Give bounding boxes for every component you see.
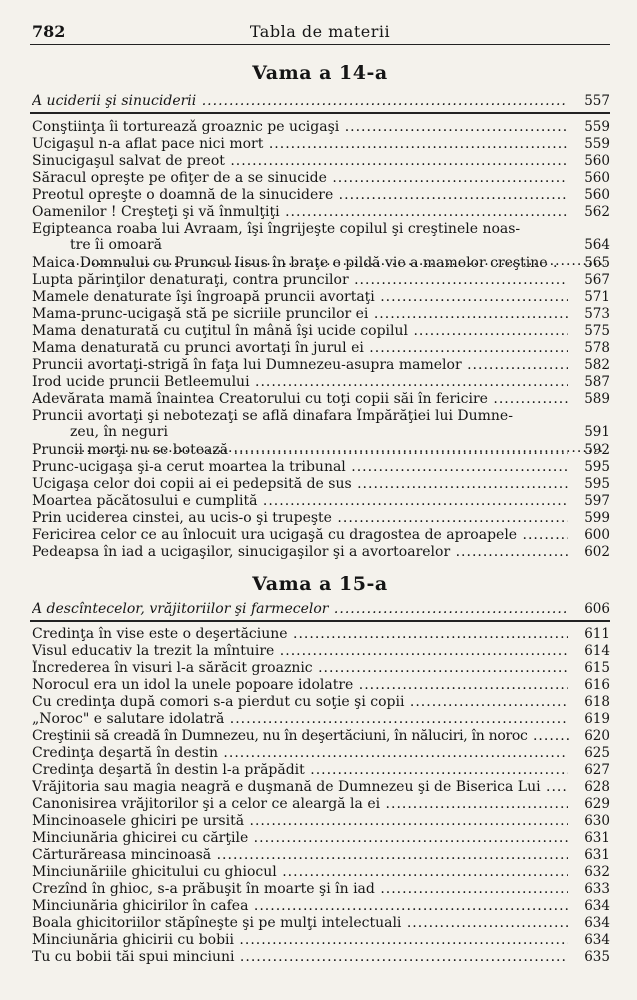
page-ref: 565 [584, 255, 610, 271]
entry-title: Visul educativ la trezit la mîntuire ..... [32, 643, 568, 659]
page-ref: 562 [584, 204, 610, 220]
entry-title: Fericirea celor ce au înlocuit ura ucigaşă cu dragostea de aproapele ..... [32, 527, 568, 543]
page-ref: 600 [584, 527, 610, 543]
entry-title: Mama denaturată cu cuţitul în mână îşi ucide copilul ..... [32, 323, 568, 339]
entry-title: Minciunăriile ghicitului cu ghiocul ..... [32, 864, 568, 880]
entry-title: Minciunăria ghicirei cu cărţile ..... [32, 830, 568, 846]
page-ref: 627 [584, 762, 610, 778]
page-ref: 633 [584, 881, 610, 897]
page-ref: 587 [584, 374, 610, 390]
entry-title: Moartea păcătosului e cumplită ..... [32, 493, 568, 509]
category-label: A uciderii şi sinuciderii ..... [32, 93, 568, 109]
page-ref: 575 [584, 323, 610, 339]
entry-title: Ucigaşul n-a aflat pace nici mort ..... [32, 136, 568, 152]
toc-entry [32, 694, 610, 710]
entry-title: Tu cu bobii tăi spui minciuni ..... [32, 949, 568, 965]
toc-entry [32, 813, 610, 829]
toc-entry [32, 864, 610, 880]
toc-entry [32, 660, 610, 676]
category-label: A descîntecelor, vrăjitoriilor şi farmecelor ..... [32, 601, 568, 617]
toc-entry [32, 898, 610, 914]
entry-title: Mincinoasele ghiciri pe ursită ..... [32, 813, 568, 829]
toc-entry [32, 204, 610, 220]
toc-entry [32, 626, 610, 642]
divider [30, 620, 610, 622]
entry-title: Preotul opreşte o doamnă de la sinucidere ..... [32, 187, 568, 203]
section-title: Vama a 15-a [252, 573, 388, 595]
toc-entry [32, 442, 610, 458]
toc-entry [32, 374, 610, 390]
page-ref: 559 [584, 119, 610, 135]
entry-title: Crezînd în ghioc, s-a prăbuşit în moarte şi în iad ..... [32, 881, 568, 897]
page-ref: 634 [584, 898, 610, 914]
page-ref: 620 [584, 728, 610, 744]
page-ref: 573 [584, 306, 610, 322]
page-ref: 560 [584, 170, 610, 186]
toc-entry [32, 745, 610, 761]
toc-entry [32, 221, 610, 253]
toc-entry [32, 932, 610, 948]
page-ref: 595 [584, 459, 610, 475]
entry-title: Creştinii să creadă în Dumnezeu, nu în deşertăciuni, în năluciri, în noroc ..... [32, 728, 572, 744]
page-ref: 606 [584, 601, 610, 617]
toc-entry [32, 544, 610, 560]
page-header [30, 22, 610, 45]
toc-entry [32, 119, 610, 135]
page-ref: 560 [584, 153, 610, 169]
entry-title: Pruncii morţi nu se botează ..... [32, 442, 568, 458]
entry-title: Săracul opreşte pe ofiţer de a se sinucide ..... [32, 170, 568, 186]
toc-entry [32, 949, 610, 965]
entry-title-continued: zeu, în neguri ..... [32, 424, 606, 456]
entry-title: Încrederea în visuri l-a sărăcit groaznic ..... [32, 660, 568, 676]
page-ref: 614 [584, 643, 610, 659]
divider [30, 112, 610, 114]
entry-title: „Noroc" e salutare idolatră ..... [32, 711, 568, 727]
toc-entry [32, 643, 610, 659]
toc-entry [32, 289, 610, 305]
page-ref: 628 [584, 779, 610, 795]
page-ref: 602 [584, 544, 610, 560]
category-entry [32, 601, 610, 617]
entry-title: Mamele denaturate îşi îngroapă pruncii avortaţi ..... [32, 289, 568, 305]
toc-entry [32, 779, 610, 795]
entry-title: Norocul era un idol la unele popoare idolatre ..... [32, 677, 568, 693]
entry-title: Egipteanca roaba lui Avraam, îşi îngrijeşte copilul şi creştinele noas- [32, 221, 521, 237]
toc-entry [32, 187, 610, 203]
toc-entry [32, 762, 610, 778]
toc-entry [32, 881, 610, 897]
entry-title: Vrăjitoria sau magia neagră e duşmană de Dumnezeu şi de Biserica Lui ..... [32, 779, 568, 795]
section-title: Vama a 14-a [252, 62, 388, 84]
page-ref: 619 [584, 711, 610, 727]
entry-title: Credinţa deşartă în destin ..... [32, 745, 568, 761]
entry-title: Credinţa în vise este o deşertăciune ..... [32, 626, 568, 642]
page-ref: 560 [584, 187, 610, 203]
entry-title: Boala ghicitoriilor stăpîneşte şi pe mulţi intelectuali ..... [32, 915, 568, 931]
toc-entry [32, 796, 610, 812]
page-ref: 595 [584, 476, 610, 492]
entry-title: Irod ucide pruncii Betleemului ..... [32, 374, 568, 390]
entry-title: Mama-prunc-ucigaşă stă pe sicriile pruncilor ei ..... [32, 306, 568, 322]
page-ref: 597 [584, 493, 610, 509]
toc-entry [32, 677, 610, 693]
entry-title: Credinţa deşartă în destin l-a prăpădit ..... [32, 762, 568, 778]
entry-title: Cărturăreasa mincinoasă ..... [32, 847, 568, 863]
toc-entry [32, 476, 610, 492]
entry-title: Minciunăria ghicirilor în cafea ..... [32, 898, 568, 914]
page-ref: 629 [584, 796, 610, 812]
entry-title: Prin uciderea cinstei, au ucis-o şi trupeşte ..... [32, 510, 568, 526]
page-ref: 578 [584, 340, 610, 356]
page-ref: 618 [584, 694, 610, 710]
entry-title: Oamenilor ! Creşteţi şi vă înmulţiţi ..... [32, 204, 568, 220]
toc-entry [32, 459, 610, 475]
page-ref: 592 [584, 442, 610, 458]
entry-title: Minciunăria ghicirii cu bobii ..... [32, 932, 568, 948]
toc-entry [32, 915, 610, 931]
entry-title: Lupta părinţilor denaturaţi, contra pruncilor ..... [32, 272, 568, 288]
entry-title: Prunc-ucigaşa şi-a cerut moartea la tribunal ..... [32, 459, 568, 475]
toc-entry [32, 272, 610, 288]
page-ref: 635 [584, 949, 610, 965]
entry-title: Pruncii avortaţi-strigă în faţa lui Dumnezeu-asupra mamelor ..... [32, 357, 568, 373]
toc-entry [32, 711, 610, 727]
entry-title: Ucigaşa celor doi copii ai ei pedepsită de sus ..... [32, 476, 568, 492]
entry-title: Sinucigaşul salvat de preot ..... [32, 153, 568, 169]
entry-title: Pruncii avortaţi şi nebotezaţi se află dinafara Împărăţiei lui Dumne- [32, 408, 513, 424]
page-ref: 625 [584, 745, 610, 761]
category-entry [32, 93, 610, 109]
entry-title: Maica Domnului cu Pruncul Iisus în braţe e pildă vie a mamelor creştine ..... [32, 255, 557, 271]
toc-entry [32, 830, 610, 846]
toc-entry [32, 391, 610, 407]
page-ref: 615 [584, 660, 610, 676]
page-ref: 611 [584, 626, 610, 642]
entry-title-continued: tre îi omoară ..... [32, 237, 606, 269]
toc-entry [32, 357, 610, 373]
toc-entry [32, 510, 610, 526]
toc-entry [32, 255, 610, 271]
page-ref: 582 [584, 357, 610, 373]
entry-title: Adevărata mamă înaintea Creatorului cu toţi copii săi în fericire ..... [32, 391, 568, 407]
entry-title: Conştiinţa îi tortureazǎ groaznic pe ucigaşi ..... [32, 119, 568, 135]
page-ref: 631 [584, 830, 610, 846]
page-ref: 634 [584, 932, 610, 948]
page-ref: 591 [584, 424, 610, 440]
page-ref: 589 [584, 391, 610, 407]
toc-entry [32, 847, 610, 863]
page-ref: 634 [584, 915, 610, 931]
toc-entry [32, 527, 610, 543]
toc-entry [32, 170, 610, 186]
page-ref: 567 [584, 272, 610, 288]
entry-title: Canonisirea vrăjitorilor şi a celor ce aleargă la ei ..... [32, 796, 568, 812]
toc-entry [32, 323, 610, 339]
running-title: Tabla de materii [249, 22, 391, 41]
toc-entry [32, 153, 610, 169]
toc-entry [32, 493, 610, 509]
entry-title: Cu credinţa după comori s-a pierdut cu soţie şi copii ..... [32, 694, 568, 710]
page-ref: 557 [584, 93, 610, 109]
toc-entry [32, 136, 610, 152]
toc-entry [32, 306, 610, 322]
entry-title: Pedeapsa în iad a ucigaşilor, sinucigaşilor şi a avortoarelor ..... [32, 544, 568, 560]
page-ref: 564 [584, 237, 610, 253]
page-ref: 616 [584, 677, 610, 693]
page-ref: 630 [584, 813, 610, 829]
page-ref: 599 [584, 510, 610, 526]
page-number: 782 [32, 22, 66, 41]
toc-entry [32, 340, 610, 356]
page-ref: 559 [584, 136, 610, 152]
toc-entry [32, 728, 610, 744]
page-ref: 631 [584, 847, 610, 863]
page-ref: 632 [584, 864, 610, 880]
page-ref: 571 [584, 289, 610, 305]
entry-title: Mama denaturată cu prunci avortaţi în jurul ei ..... [32, 340, 568, 356]
toc-entry [32, 408, 610, 440]
